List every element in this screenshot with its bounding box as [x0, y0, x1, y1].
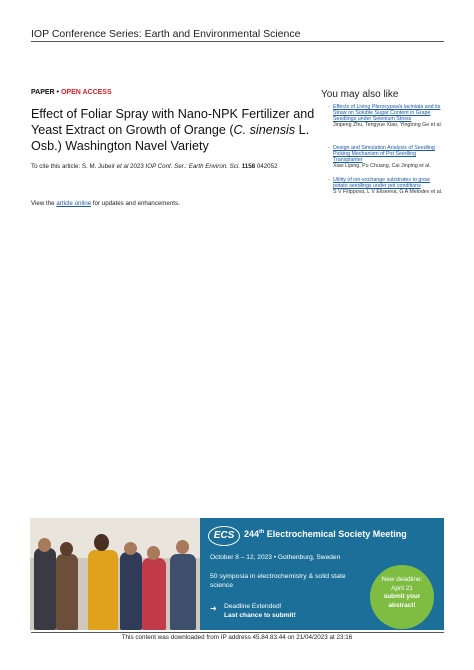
new-deadline-date: April 21 — [391, 584, 413, 592]
paper-label — [31, 89, 112, 96]
last-chance: Last chance to submit! — [224, 612, 296, 619]
related-title-link[interactable] — [333, 104, 445, 122]
arrow-right-icon: ➜ — [210, 604, 217, 613]
related-title-text: Effects of Living — [333, 104, 372, 110]
paper-type: PAPER — [31, 89, 55, 96]
related-item — [328, 104, 445, 128]
cite-article: 042052 — [255, 163, 278, 170]
photo-person — [142, 558, 166, 630]
ecs-logo: ECS — [208, 526, 240, 546]
related-title-italic: Pterocypsela laciniata — [371, 104, 424, 110]
photo-person — [56, 554, 78, 630]
related-bullet: - — [328, 104, 330, 110]
related-authors: S V Filippova, L V Eliseeva, G A Melodev et al. — [333, 189, 443, 195]
download-footer: This content was downloaded from IP address 45.84.83.44 on 21/04/2023 at 23:16 — [121, 634, 353, 641]
photo-person-head — [60, 542, 73, 556]
view-online-line — [31, 200, 180, 207]
meeting-title — [244, 529, 407, 539]
cite-volume: 1158 — [239, 163, 256, 170]
cite-journal: IOP Conf. Ser.: Earth Environ. Sci. — [145, 163, 240, 170]
header-divider — [31, 41, 444, 42]
related-title-link[interactable]: Design and Simulation Analysis of Seedling Picking Mechanism of Pot Seedling Transplanter — [333, 145, 435, 163]
photo-person-head — [94, 534, 109, 551]
cite-year: 2023 — [128, 163, 146, 170]
symposia-text: 50 symposia in electrochemistry & solid state science — [210, 573, 346, 589]
submit-abstract-cta: submit your abstract! — [383, 593, 421, 609]
cite-prefix: To cite this article: S. M. Jubeir — [31, 163, 117, 170]
ecs-meeting-banner[interactable] — [30, 518, 444, 630]
photo-person-head — [124, 542, 137, 555]
meeting-number: 244 — [244, 529, 260, 539]
deadline-text — [210, 602, 296, 620]
label-separator: • — [54, 89, 61, 96]
photo-person — [120, 552, 142, 630]
photo-person-head — [147, 546, 160, 560]
series-title: IOP Conference Series: Earth and Environmental Science — [31, 28, 301, 40]
new-deadline-label: New deadline: — [381, 576, 423, 583]
new-deadline-badge[interactable] — [370, 565, 434, 629]
related-item — [328, 145, 445, 169]
footer-divider — [31, 632, 444, 633]
conference-photo — [30, 518, 200, 630]
related-bullet: - — [328, 177, 330, 183]
photo-person — [34, 548, 56, 630]
related-title-link[interactable]: Utility of ion-exchange substrates to grow potato seedlings under pot conditions — [333, 177, 430, 189]
photo-person-head — [176, 540, 189, 554]
article-online-link[interactable]: article online — [56, 200, 92, 207]
related-authors: Jinpeng Zhu, Tengyue Xiao, Yingtong Ge et al. — [333, 122, 443, 128]
photo-person-head — [38, 538, 51, 552]
related-item — [328, 177, 445, 195]
deadline-extended: Deadline Extended! — [224, 603, 282, 610]
article-title — [31, 106, 321, 154]
meeting-name: Electrochemical Society Meeting — [264, 529, 407, 539]
meeting-ordinal: th — [259, 529, 265, 535]
photo-person — [88, 550, 118, 630]
title-species: C. sinensis — [233, 123, 296, 137]
view-suffix: for updates and enhancements. — [91, 200, 180, 207]
related-authors: Xiao Liping, Pu Chuang, Cai Jinping et al. — [333, 163, 431, 169]
title-part2: L. Osb.) Washington Navel Variety — [31, 123, 310, 153]
open-access-badge: OPEN ACCESS — [60, 89, 112, 96]
related-bullet: - — [328, 145, 330, 151]
cite-etal: et al — [116, 163, 129, 170]
meeting-dates: October 8 – 12, 2023 • Gothenburg, Sweden — [210, 554, 341, 561]
view-prefix: View the — [31, 200, 57, 207]
related-title-text: and its Straw on Soluble Sugar Content in Grape Seedlings under Selenium Stress — [333, 104, 441, 122]
title-part1: Effect of Foliar Spray with Nano-NPK Fertilizer and Yeast Extract on Growth of Orange ( — [31, 107, 315, 137]
related-heading: You may also like — [321, 89, 399, 100]
photo-person — [170, 554, 196, 630]
citation — [31, 163, 278, 170]
